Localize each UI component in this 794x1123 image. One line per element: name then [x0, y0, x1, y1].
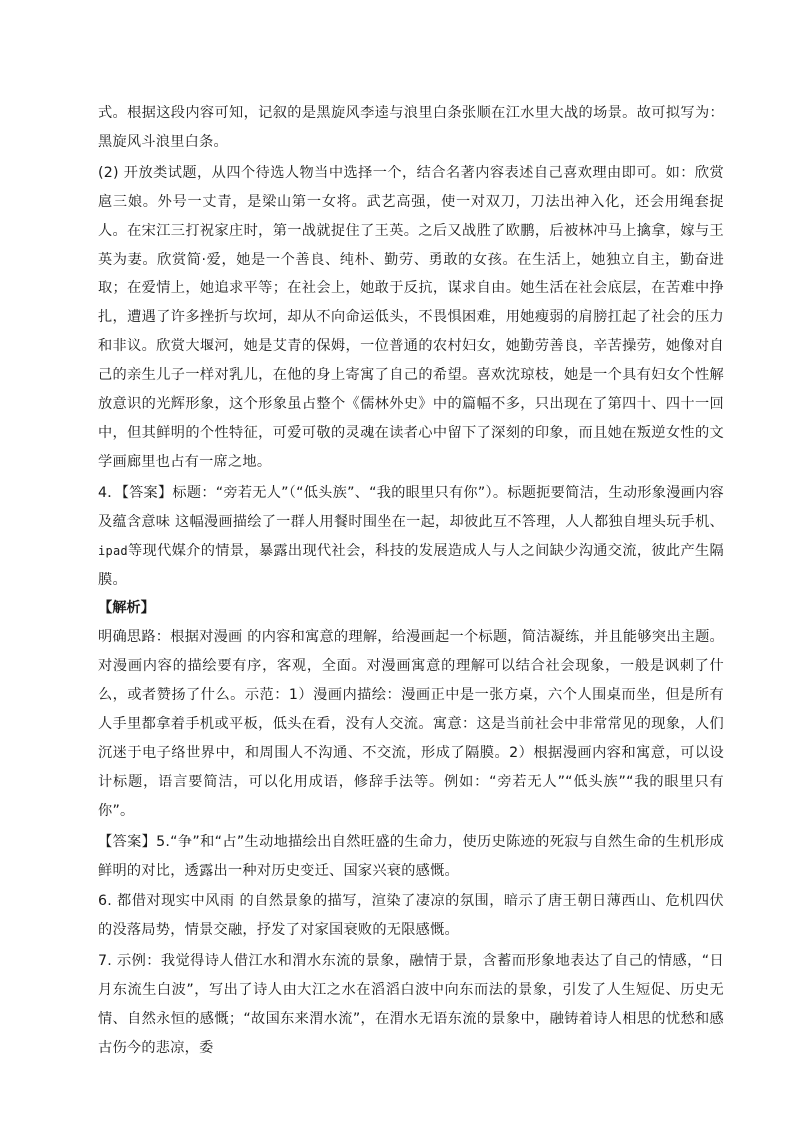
paragraph-answer-6: 6. 都借对现实中风雨 的自然景象的描写，渲染了凄凉的氛围，暗示了唐王朝日薄西山、危机四伏的没落局势，情景交融，抒发了对家国衰败的无限感慨。	[98, 893, 724, 939]
paragraph-answer-7: 7. 示例：我觉得诗人借江水和渭水东流的景象，融情于景，含蓄而形象地表达了自己的情感，“日月东流生白波”，写出了诗人由大江之水在滔滔白波中向东而法的景象，引发了人生短促、历史无情、自然永恒的感慨；“故国东来渭水流”，在渭水无语东流的景象中，融铸着诗人相思的忧愁和感古伤今的悲凉，委	[98, 953, 724, 1056]
paragraph-answer-5: 【答案】5.“争”和“占”生动地描绘出自然旺盛的生命力，使历史陈迹的死寂与自然生命的生机形成鲜明的对比，透露出一种对历史变迁、国家兴衰的感慨。	[98, 833, 724, 879]
paragraph-analysis-4: 明确思路：根据对漫画 的内容和寓意的理解，给漫画起一个标题，简洁凝练，并且能够突出主题。对漫画内容的描绘要有序，客观，全面。对漫画寓意的理解可以结合社会现象，一般是讽刺了什么，或者赞扬了什么。示范：1）漫画内描绘：漫画正中是一张方桌，六个人围桌而坐，但是所有人手里都拿着手机或平板，低头在看，没有人交流。寓意：这是当前社会中非常常见的现象，人们沉迷于电子络世界中，和周围人不沟通、不交流，形成了隔膜。2）根据漫画内容和寓意，可以设计标题，语言要简洁，可以化用成语，修辞手法等。例如：“旁若无人”“低头族”“我的眼里只有你”。	[98, 629, 724, 819]
answer-4-text-a: 4．【答案】标题：“旁若无人”（“低头族”、“我的眼里只有你”）。标题扼要简洁，生动形象漫画内容及蕴含意味 这幅漫画描绘了一群人用餐时围坐在一起，却彼此互不答理，人人都独自埋头玩手机、	[98, 484, 724, 530]
document-body	[98, 99, 724, 1063]
paragraph-answer-4	[98, 479, 724, 595]
answer-4-text-b: 等现代媒介的情景，暴露出现代社会，科技的发展造成人与人之间缺少沟通交流，彼此产生隔膜。	[98, 542, 724, 588]
analysis-heading: 【解析】	[98, 600, 155, 617]
answer-4-ipad-term: ipad	[98, 543, 128, 558]
paragraph-answer-3-part-2: (2) 开放类试题，从四个待选人物当中选择一个，结合名著内容表述自己喜欢理由即可。如：欣赏扈三娘。外号一丈青，是梁山第一女将。武艺高强，使一对双刀，刀法出神入化，还会用绳套捉人。在宋江三打祝家庄时，第一战就捉住了王英。之后又战胜了欧鹏，后被林冲马上擒拿，嫁与王英为妻。欣赏简·爱，她是一个善良、纯朴、勤劳、勇敢的女孩。在生活上，她独立自主，勤奋进取；在爱情上，她追求平等；在社会上，她敢于反抗，谋求自由。她生活在社会底层，在苦难中挣扎，遭遇了许多挫折与坎坷，却从不向命运低头，不畏惧困难，用她瘦弱的肩膀扛起了社会的压力和非议。欣赏大堰河，她是艾青的保姆，一位普通的农村妇女，她勤劳善良，辛苦操劳，她像对自己的亲生儿子一样对乳儿，在他的身上寄寓了自己的希望。喜欢沈琼枝，她是一个具有妇女个性解放意识的光辉形象，这个形象虽占整个《儒林外史》中的篇幅不多，只出现在了第四十、四十一回中，但其鲜明的个性特征，可爱可敬的灵魂在读者心中留下了深刻的印象，而且她在叛逆女性的文学画廊里也占有一席之地。	[98, 164, 724, 470]
paragraph-answer-3-end: 式。根据这段内容可知，记叙的是黑旋风李逵与浪里白条张顺在江水里大战的场景。故可拟写为：黑旋风斗浪里白条。	[98, 105, 724, 150]
